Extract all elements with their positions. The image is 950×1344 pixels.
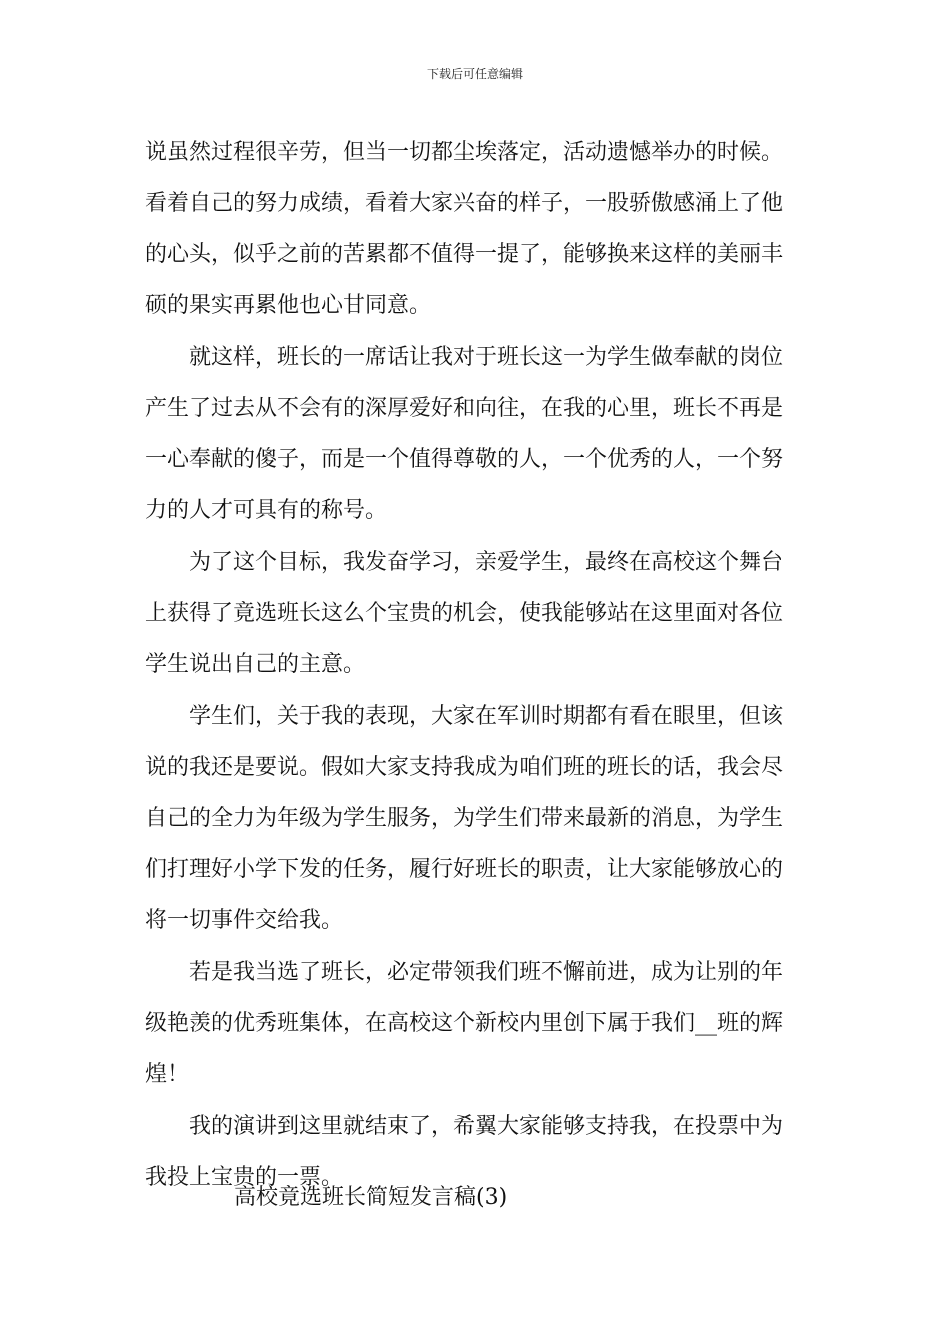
text-line: 我投上宝贵的一票。 xyxy=(145,1165,344,1190)
text-line: 级艳羡的优秀班集体，在高校这个新校内里创下属于我们__班的辉 xyxy=(145,1011,784,1036)
paragraph-start-line: 就这样，班长的一席话让我对于班长这一为学生做奉献的岗位 xyxy=(189,345,784,370)
paragraph-start-line: 学生们，关于我的表现，大家在军训时期都有看在眼里，但该 xyxy=(189,704,784,729)
text-line: 的心头，似乎之前的苦累都不值得一提了，能够换来这样的美丽丰 xyxy=(145,242,784,267)
text-line: 力的人才可具有的称号。 xyxy=(145,498,388,523)
text-line: 上获得了竟选班长这么个宝贵的机会，使我能够站在这里面对各位 xyxy=(145,601,784,626)
text-line: 们打理好小学下发的任务，履行好班长的职责，让大家能够放心的 xyxy=(145,857,784,882)
text-line: 自己的全力为年级为学生服务，为学生们带来最新的消息，为学生 xyxy=(145,806,784,831)
text-line: 看着自己的努力成绩，看着大家兴奋的样子，一股骄傲感涌上了他 xyxy=(145,191,784,216)
text-line: 硕的果实再累他也心甘同意。 xyxy=(145,293,432,318)
paragraph-start-line: 若是我当选了班长，必定带领我们班不懈前进，成为让别的年 xyxy=(189,960,784,985)
text-line: 学生说出自己的主意。 xyxy=(145,652,366,677)
paragraph-start-line: 为了这个目标，我发奋学习，亲爱学生，最终在高校这个舞台 xyxy=(189,550,784,575)
text-line: 将一切事件交给我。 xyxy=(145,908,344,933)
document-body xyxy=(145,127,807,1203)
text-line: 产生了过去从不会有的深厚爱好和向往，在我的心里，班长不再是 xyxy=(145,396,784,421)
paragraph-start-line: 我的演讲到这里就结束了，希翼大家能够支持我，在投票中为 xyxy=(189,1114,784,1139)
text-line: 说虽然过程很辛劳，但当一切都尘埃落定，活动遗憾举办的时候。 xyxy=(145,140,784,165)
text-line: 煌！ xyxy=(145,1062,190,1087)
text-line: 一心奉献的傻子，而是一个值得尊敬的人，一个优秀的人，一个努 xyxy=(145,447,784,472)
text-line: 说的我还是要说。假如大家支持我成为咱们班的班长的话，我会尽 xyxy=(145,755,784,780)
header-note: 下载后可任意编辑 xyxy=(426,67,523,81)
section-subtitle: 高校竟选班长简短发言稿(3) xyxy=(234,1185,508,1210)
